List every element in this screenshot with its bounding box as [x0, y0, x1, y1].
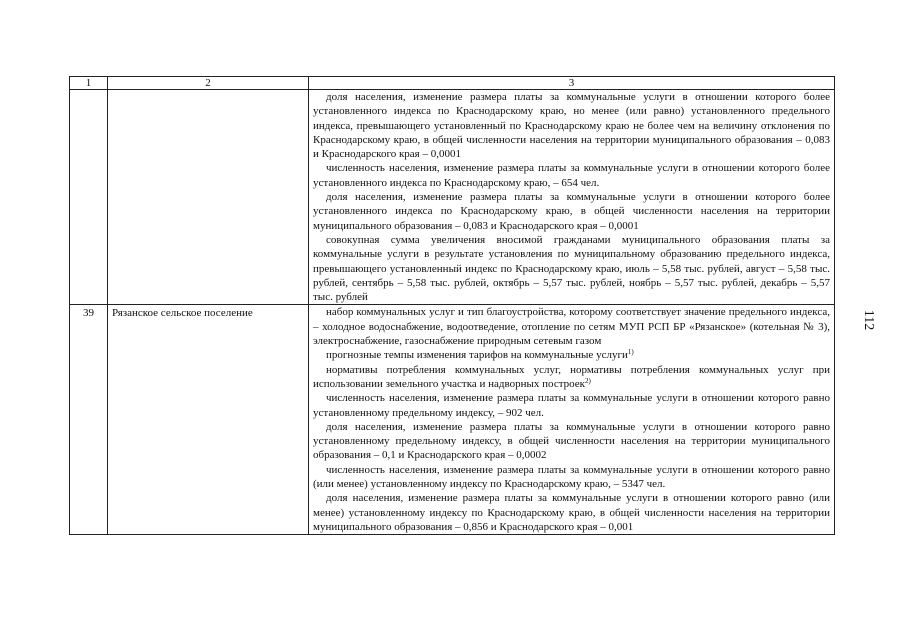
paragraph: доля населения, изменение размера платы за коммунальные услуги в отношении которого равно установленному предельному индексу, в общей численности населения на территории муниципального образования – 0,1 и Краснодарского края – 0,0002 — [313, 420, 830, 462]
paragraph: набор коммунальных услуг и тип благоустройства, которому соответствует значение предельного индекса, – холодное водоснабжение, водоотведение, отопление по сетям МУП РСП БР «Рязанское» (котельная № 3), электроснабжение, газоснабжение природным сетевым газом — [313, 306, 830, 348]
table-row — [70, 90, 835, 305]
row-number-cell — [70, 90, 108, 305]
row-name: Рязанское сельское поселение — [112, 307, 253, 320]
row-number-cell — [70, 305, 108, 535]
paragraph: доля населения, изменение размера платы за коммунальные услуги в отношении которого более установленного индекса по Краснодарскому краю, в общей численности населения на территории муниципального образования – 0,083 и Краснодарского края – 0,0001 — [313, 191, 830, 232]
row-name-cell — [108, 305, 309, 535]
paragraph — [313, 348, 830, 362]
row-details-cell — [309, 90, 835, 305]
paragraph: численность населения, изменение размера платы за коммунальные услуги в отношении которого более установленного индекса по Краснодарскому краю, – 654 чел. — [313, 162, 830, 189]
paragraph: численность населения, изменение размера платы за коммунальные услуги в отношении которого равно установленному предельному индексу, – 902 чел. — [313, 392, 830, 419]
row-number: 39 — [83, 307, 94, 320]
header-col-2: 2 — [108, 77, 309, 90]
header-col-3: 3 — [309, 77, 835, 90]
footnote-mark: 2) — [585, 376, 591, 385]
paragraph-text: нормативы потребления коммунальных услуг, нормативы потребления коммунальных услуг при использовании земельного участка и надворных построек — [313, 363, 830, 390]
paragraph: доля населения, изменение размера платы за коммунальные услуги в отношении которого равно (или менее) установленному индексу по Краснодарскому краю, в общей численности населения на территории муниципального образования – 0,856 и Краснодарского края – 0,001 — [313, 492, 830, 533]
row-details-cell — [309, 305, 835, 535]
row-number — [70, 90, 107, 91]
paragraph — [313, 363, 830, 392]
paragraph: совокупная сумма увеличения вносимой гражданами муниципального образования платы за коммунальные услуги в результате установления по муниципальному образованию предельного индекса, превышающего установленный индекс по Краснодарскому краю, июль – 5,58 тыс. рублей, август – 5,58 тыс. рублей, сентябрь – 5,58 тыс. рублей, октябрь – 5,57 тыс. рублей, ноябрь – 5,57 тыс. рублей, декабрь – 5,57 тыс. рублей — [313, 233, 830, 304]
paragraph: численность населения, изменение размера платы за коммунальные услуги в отношении которого равно (или менее) установленному индексу по Краснодарскому краю, – 5347 чел. — [313, 463, 830, 491]
footnote-mark: 1) — [627, 348, 634, 357]
table-row — [70, 305, 835, 535]
row-name — [108, 90, 308, 91]
row-name-cell — [108, 90, 309, 305]
header-col-1: 1 — [70, 77, 108, 90]
document-table — [69, 76, 835, 535]
paragraph: доля населения, изменение размера платы за коммунальные услуги в отношении которого более установленного индекса по Краснодарскому краю, но менее (или равно) установленного предельного индекса, превышающего установленный по Краснодарскому краю не более чем на величину отклонения по Краснодарскому краю, в общей численности населения на территории муниципального образования – 0,083 и Краснодарского края – 0,0001 — [313, 91, 830, 161]
paragraph-text: прогнозные темпы изменения тарифов на коммунальные услуги — [326, 349, 628, 362]
table-header-row — [70, 77, 835, 90]
page-number: 112 — [861, 309, 877, 331]
